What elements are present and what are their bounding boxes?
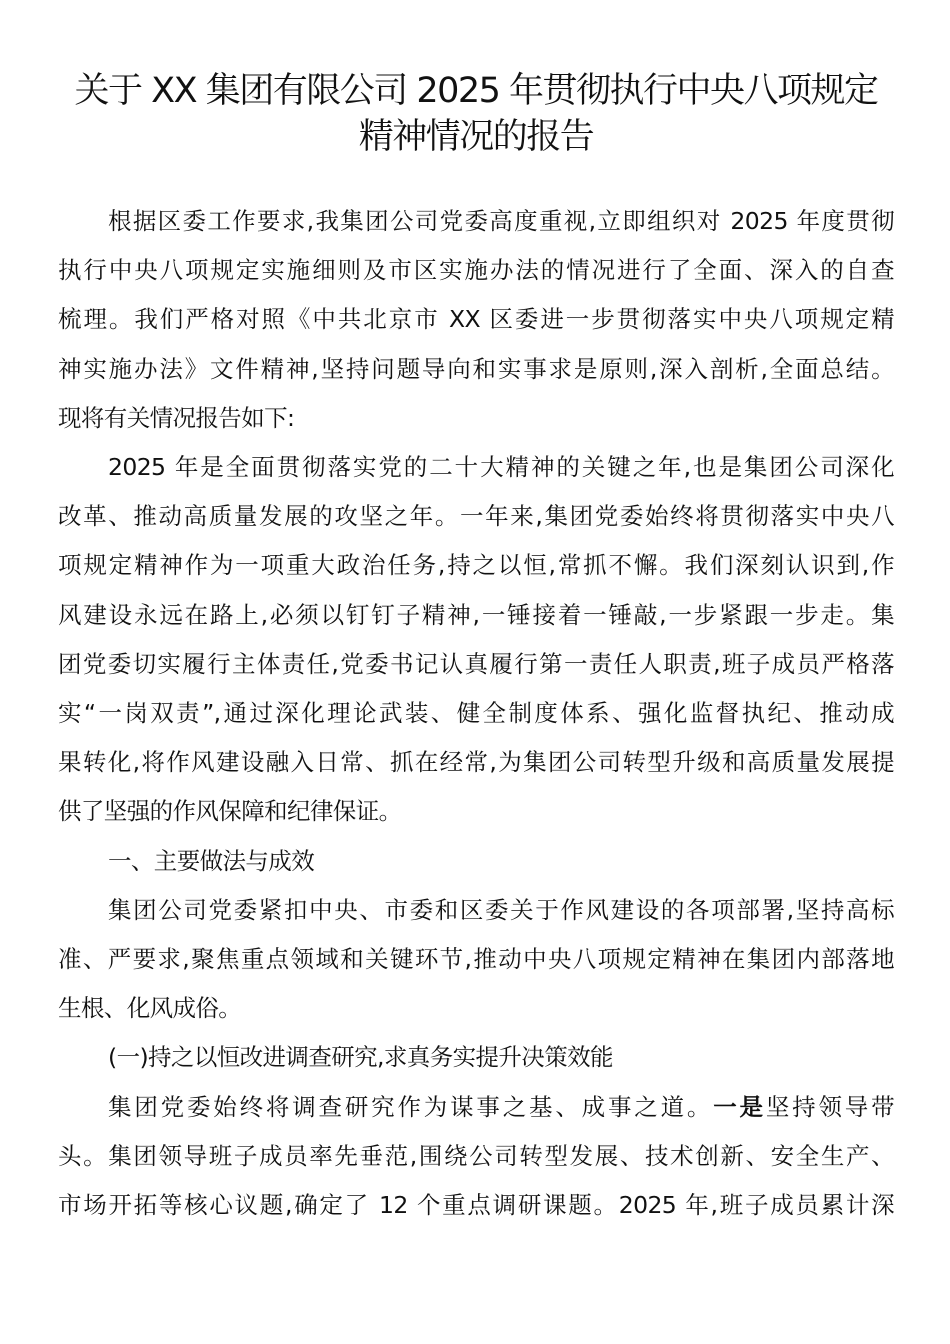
text-line: 改革、推动高质量发展的攻坚之年。一年来,集团党委始终将贯彻落实中央八: [58, 502, 894, 531]
paragraph-intro: [58, 197, 894, 443]
text-line: 市场开拓等核心议题,确定了 12 个重点调研课题。2025 年,班子成员累计深: [58, 1191, 894, 1220]
text-line: 头。集团领导班子成员率先垂范,围绕公司转型发展、技术创新、安全生产、: [58, 1141, 894, 1170]
text-line: 集团公司党委紧扣中央、市委和区委关于作风建设的各项部署,坚持高标: [108, 895, 894, 924]
text-line: 梳理。我们严格对照《中共北京市 XX 区委进一步贯彻落实中央八项规定精: [58, 305, 894, 334]
paragraph-section-intro: [58, 886, 894, 1034]
text-line: 2025 年是全面贯彻落实党的二十大精神的关键之年,也是集团公司深化: [108, 453, 894, 482]
text-line: 神实施办法》文件精神,坚持问题导向和实事求是原则,深入剖析,全面总结。: [58, 354, 894, 383]
text-line: 供了坚强的作风保障和纪律保证。: [58, 797, 402, 826]
subsection-heading-research: [58, 1033, 894, 1082]
bold-lead: 一是: [713, 1092, 766, 1121]
document-body: [58, 197, 894, 1230]
text-line: 生根、化风成俗。: [58, 994, 242, 1023]
section-heading-main-practices: [58, 837, 894, 886]
text-line: 风建设永远在路上,必须以钉钉子精神,一锤接着一锤敲,一步紧跟一步走。集: [58, 600, 894, 629]
text-line: 团党委切实履行主体责任,党委书记认真履行第一责任人职责,班子成员严格落: [58, 649, 894, 678]
text-line: 准、严要求,聚焦重点领域和关键环节,推动中央八项规定精神在集团内部落地: [58, 945, 894, 974]
text-line: 果转化,将作风建设融入日常、抓在经常,为集团公司转型升级和高质量发展提: [58, 748, 894, 777]
text-line: [58, 1083, 894, 1132]
subheading-text: (一)持之以恒改进调查研究,求真务实提升决策效能: [108, 1043, 613, 1072]
title-line-1: 关于 XX 集团有限公司 2025 年贯彻执行中央八项规定: [74, 71, 878, 111]
text-line: 现将有关情况报告如下:: [58, 403, 295, 432]
title-line-2: 精神情况的报告: [358, 117, 594, 157]
text-line: 根据区委工作要求,我集团公司党委高度重视,立即组织对 2025 年度贯彻: [108, 207, 894, 235]
paragraph-overview: [58, 443, 894, 837]
text-line: 实“一岗双责”,通过深化理论武装、健全制度体系、强化监督执纪、推动成: [58, 699, 894, 728]
text-segment: 坚持领导带: [765, 1092, 895, 1121]
text-segment: 集团党委始终将调查研究作为谋事之基、成事之道。: [108, 1092, 714, 1121]
text-line: 项规定精神作为一项重大政治任务,持之以恒,常抓不懈。我们深刻认识到,作: [58, 551, 894, 580]
document-title: [58, 68, 894, 160]
text-line: 执行中央八项规定实施细则及市区实施办法的情况进行了全面、深入的自查: [58, 256, 894, 285]
heading-text: 一、主要做法与成效: [108, 846, 315, 875]
document-page: [58, 0, 894, 1230]
paragraph-research: [58, 1083, 894, 1231]
